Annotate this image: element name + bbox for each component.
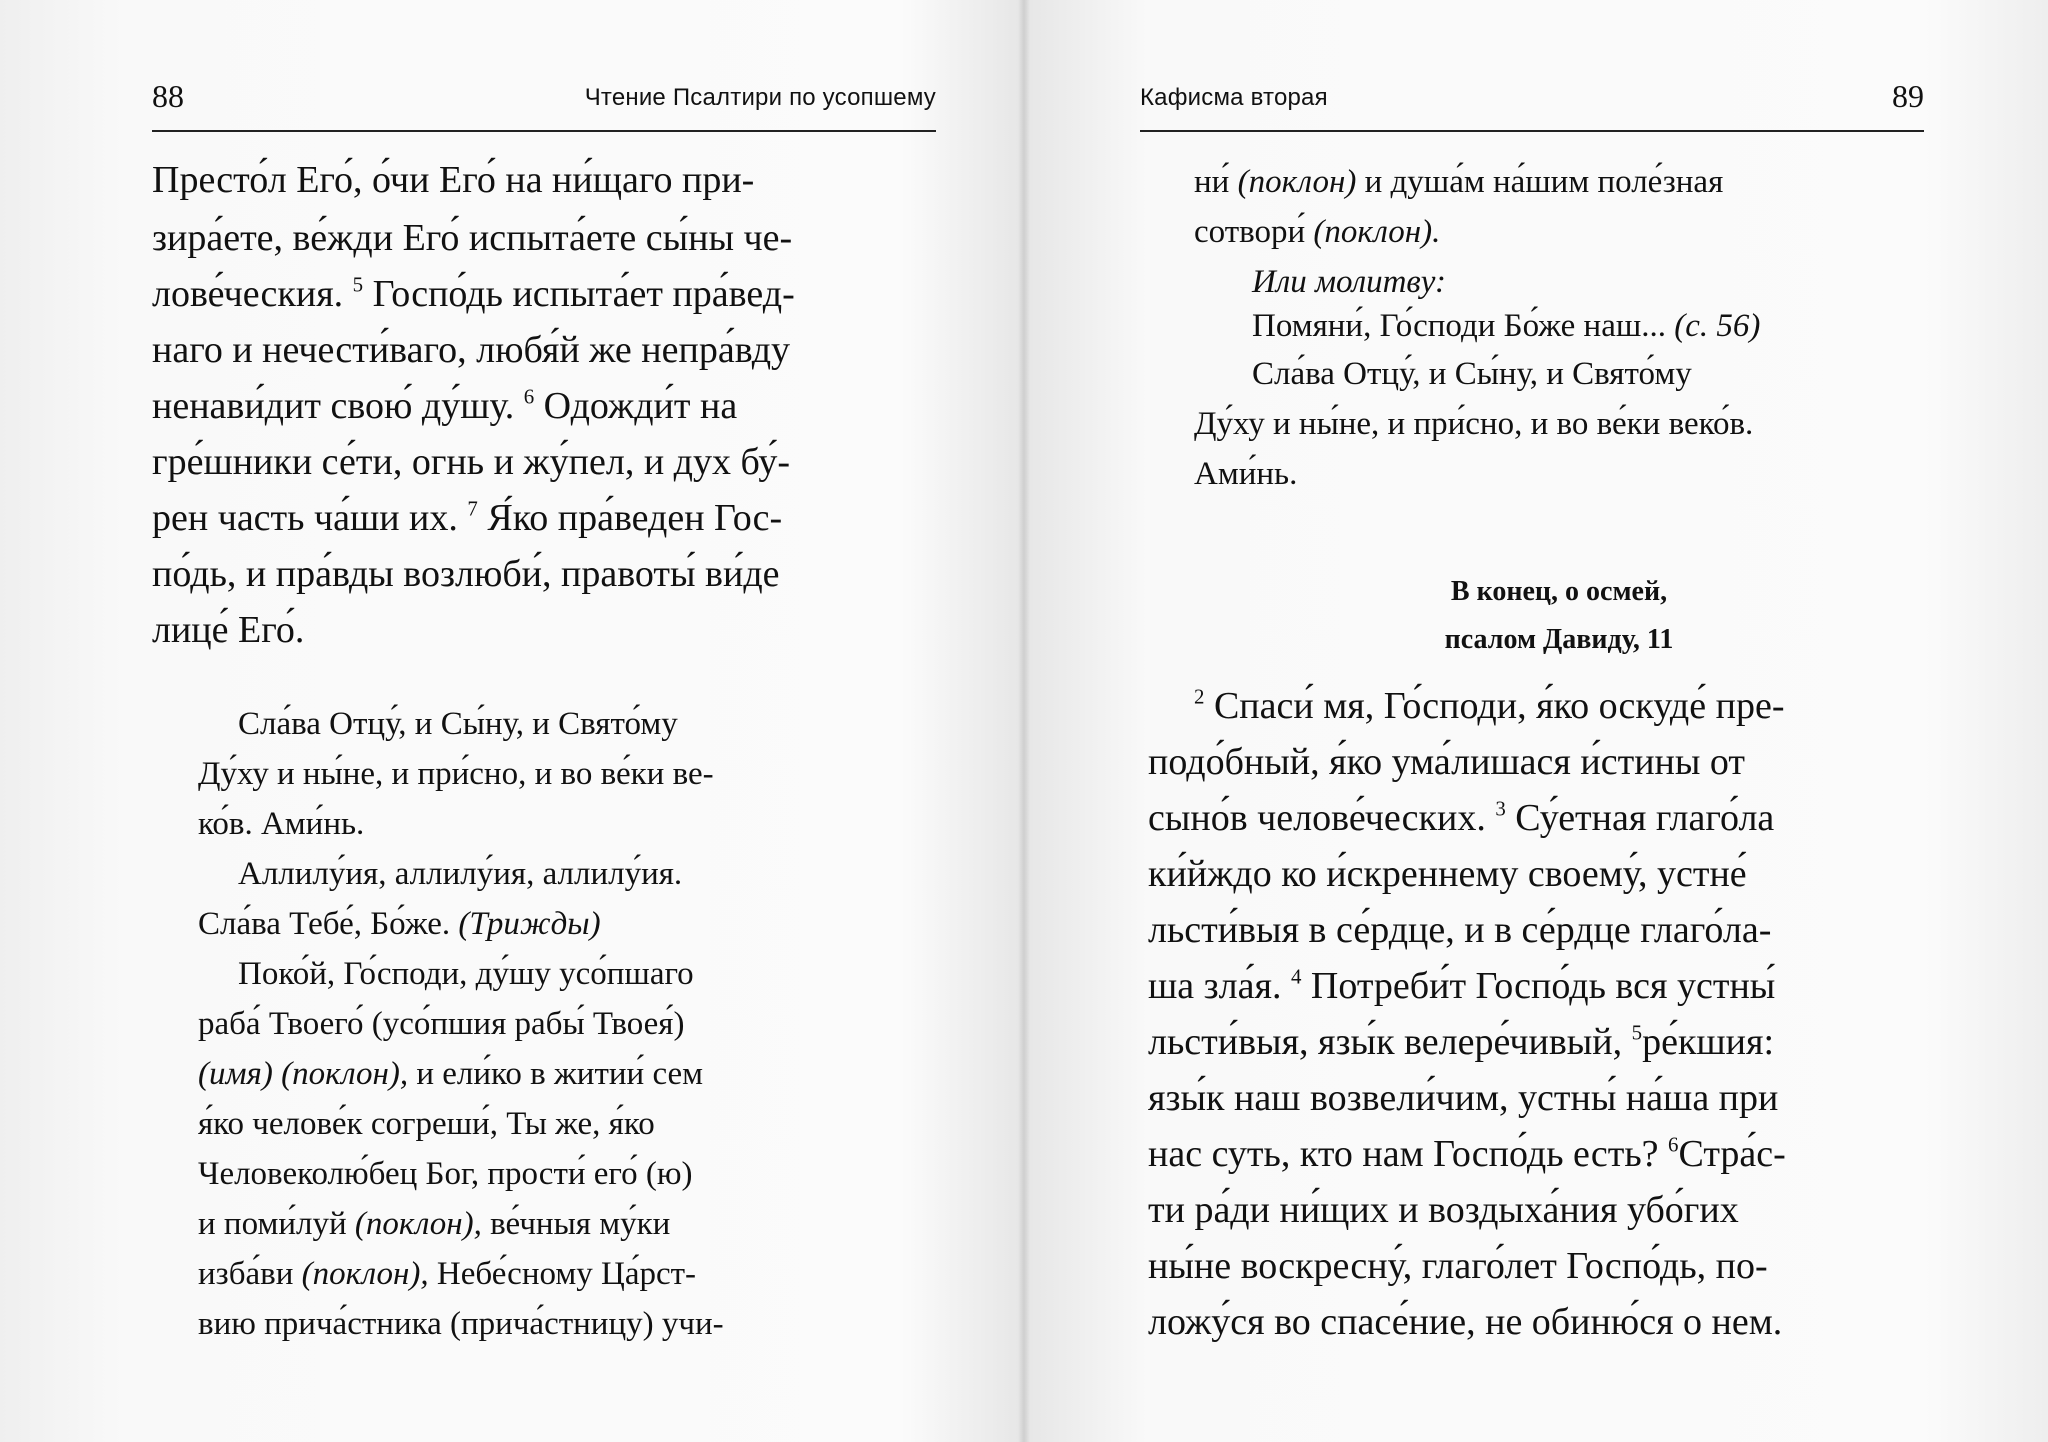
text-line: ненави́дит свою́ ду́шу. $^6$ Одожди́т на <box>152 384 738 427</box>
text-line: Поко́й, Го́споди, ду́шу усо́пшаго <box>238 956 694 992</box>
verse-number: 5 <box>1631 1020 1643 1045</box>
verse-number: 2 <box>1194 684 1205 709</box>
text-line: Ду́ху и ны́не, и при́сно, и во ве́ки веко́в. <box>1194 406 1754 442</box>
text-line: нас суть, кто нам Госпо́дь есть? $^6$Стра́с- <box>1148 1132 1786 1175</box>
left-page-header <box>152 74 936 132</box>
text-line: В конец, о осмей, <box>1450 576 1668 607</box>
text-line: $^2$ Спаси́ мя, Го́споди, я́ко оскуде́ пре- <box>1194 684 1785 727</box>
text-line: ко́в. Ами́нь. <box>198 806 365 842</box>
left-page-number: 88 <box>152 78 184 114</box>
verse-number: 4 <box>1290 964 1302 989</box>
right-page <box>1030 0 2048 1442</box>
text-line: сыно́в челове́ческих. $^3$ Су́етная глаго́ла <box>1148 796 1775 839</box>
book-gutter <box>1018 0 1030 1442</box>
text-line: ки́йждо ко и́скреннему своему́, устне́ <box>1148 853 1747 895</box>
text-line: (имя) (поклон), и ели́ко в житии́ сем <box>198 1056 704 1092</box>
text-line: ша зла́я. $^4$ Потреби́т Госпо́дь вся устны́ <box>1148 964 1776 1007</box>
text-line: язы́к наш возвели́чим, устны́ на́ша при <box>1148 1077 1779 1119</box>
text-line: Ду́ху и ны́не, и при́сно, и во ве́ки ве- <box>198 756 714 792</box>
text-line: ны́не воскресну́, глаго́лет Госпо́дь, по- <box>1148 1245 1768 1287</box>
text-line: ложу́ся во спасе́ние, не обиню́ся о нем. <box>1148 1301 1783 1343</box>
text-line: вию прича́стника (прича́стницу) учи- <box>198 1306 724 1342</box>
text-line: Сла́ва Отцу́, и Сы́ну, и Свято́му <box>238 706 678 742</box>
text-line: льсти́выя в се́рдце, и в се́рдце глаго́ла- <box>1148 909 1772 951</box>
text-line: гре́шники се́ти, огнь и жу́пел, и дух бу́- <box>152 441 791 483</box>
text-line: раба́ Твоего́ (усо́пшия рабы́ Твоея́) <box>198 1006 685 1042</box>
text-line: я́ко челове́к согреши́, Ты же, я́ко <box>198 1106 655 1142</box>
text-line: Аллилу́ия, аллилу́ия, аллилу́ия. <box>238 856 683 892</box>
text-line: подо́бный, я́ко ума́лишася и́стины от <box>1148 741 1745 783</box>
text-line: по́дь, и пра́вды возлюби́, правоты́ ви́де <box>152 553 780 595</box>
right-page-header <box>1140 74 1924 132</box>
text-line: Ами́нь. <box>1194 456 1298 492</box>
text-line: лице́ Его́. <box>152 609 305 651</box>
left-running-title: Чтение Псалтири по усопшему <box>584 84 936 111</box>
text-line: Сла́ва Тебе́, Бо́же. (Трижды) <box>198 906 601 942</box>
text-line: Человеколю́бец Бог, прости́ его́ (ю) <box>198 1156 693 1192</box>
right-page-number: 89 <box>1892 78 1924 114</box>
verse-number: 7 <box>467 496 478 521</box>
text-line: рен часть ча́ши их. $^7$ Я́ко пра́веден Гос- <box>152 496 783 539</box>
text-line: зира́ете, ве́жди Его́ испыта́ете сы́ны че- <box>152 217 793 259</box>
text-line: Помяни́, Го́споди Бо́же наш... (с. 56) <box>1252 308 1761 344</box>
right-running-title: Кафисма вторая <box>1140 84 1328 111</box>
verse-number: 5 <box>352 272 364 297</box>
text-line: ни́ (поклон) и душа́м на́шим поле́зная <box>1194 164 1724 200</box>
text-line: ти ра́ди ни́щих и воздыха́ния убо́гих <box>1148 1189 1739 1231</box>
text-line: Престо́л Его́, о́чи Его́ на ни́щаго при- <box>152 159 755 201</box>
verse-number: 6 <box>523 384 535 409</box>
text-line: льсти́выя, язы́к велере́чивый, $^5$ре́кшия: <box>1148 1020 1775 1063</box>
verse-number: 3 <box>1495 796 1506 821</box>
text-line: лове́ческия. $^5$ Госпо́дь испыта́ет пра́вед- <box>152 272 795 315</box>
text-line: изба́ви (поклон), Небе́сному Ца́рст- <box>198 1256 697 1292</box>
text-line: наго и нечести́ваго, любя́й же непра́вду <box>152 329 791 371</box>
text-line: Сла́ва Отцу́, и Сы́ну, и Свято́му <box>1252 356 1692 392</box>
left-page <box>0 0 1018 1442</box>
text-line: Или молитву: <box>1252 264 1446 300</box>
text-line: псалом Давиду, 11 <box>1444 624 1674 655</box>
text-line: сотвори́ (поклон). <box>1194 214 1441 250</box>
text-line: и поми́луй (поклон), ве́чныя му́ки <box>198 1206 671 1242</box>
verse-number: 6 <box>1668 1132 1679 1157</box>
